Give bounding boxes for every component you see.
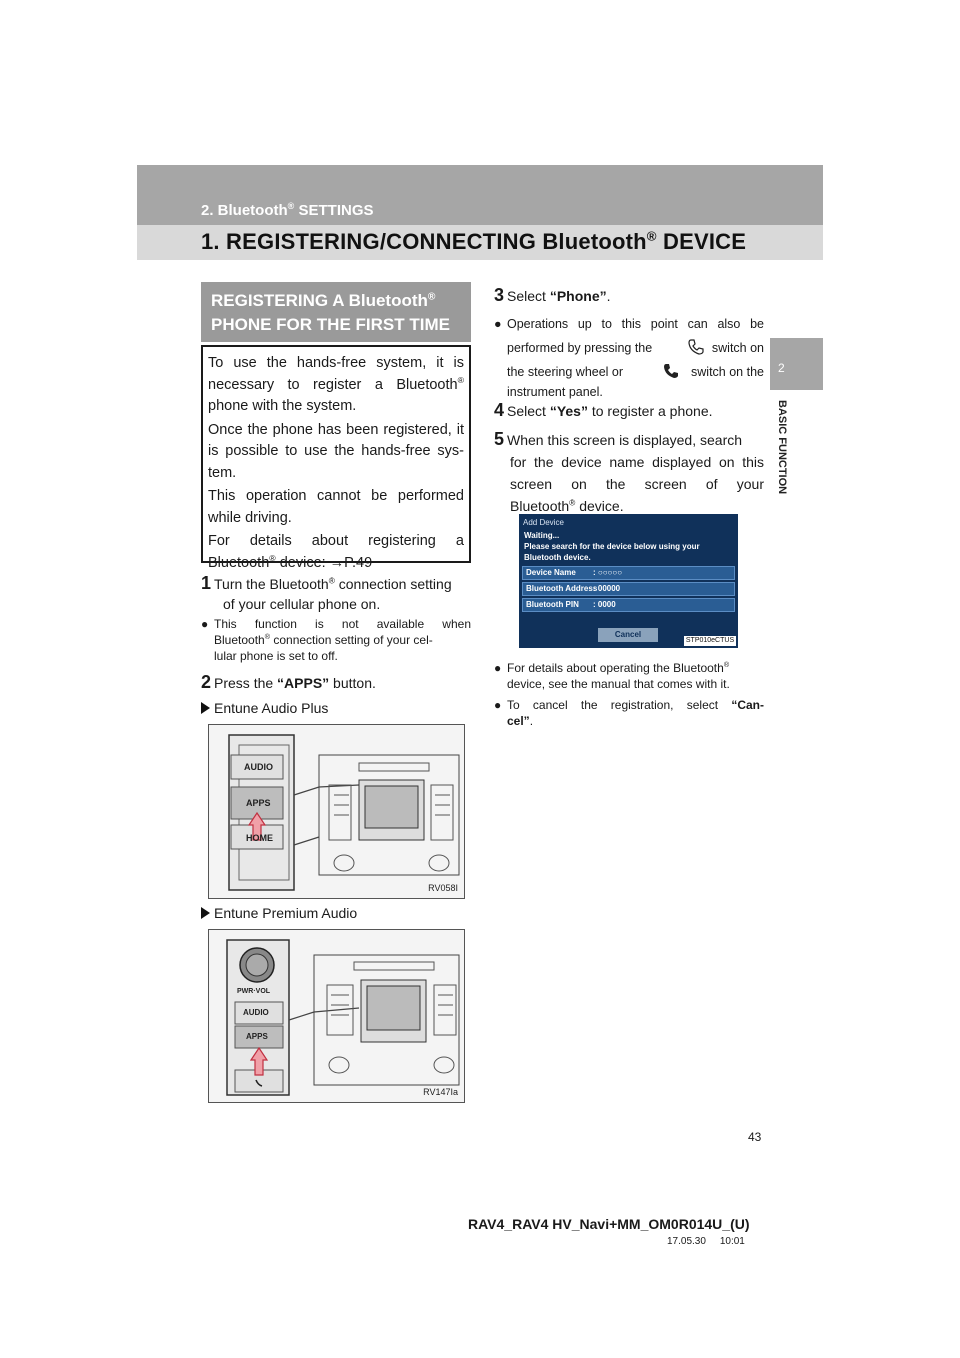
phone-switch-icon bbox=[662, 362, 680, 388]
variant-audio-plus: Entune Audio Plus bbox=[201, 700, 328, 716]
figure-1-label-apps: APPS bbox=[246, 798, 271, 808]
step-4: 4 Select “Yes” to register a phone. bbox=[494, 400, 713, 420]
figure-2-code: RV147Ia bbox=[423, 1087, 458, 1097]
screen-message: Waiting... Please search for the device below using your Bluetooth device. bbox=[524, 531, 700, 562]
cancel-registration-note: ● To cancel the registration, select “Can- cel”. bbox=[494, 698, 764, 728]
footer-timestamp: 17.05.30 10:01 bbox=[667, 1236, 745, 1247]
screen-row-device-name: Device Name : ○○○○○ bbox=[522, 566, 735, 580]
variant-premium-audio: Entune Premium Audio bbox=[201, 905, 357, 921]
step-3-note: ● Operations up to this point can also be performed by pressing the switch on the steering wheel or switch on the instrument panel. bbox=[494, 317, 764, 399]
screen-row-bluetooth-pin: Bluetooth PIN : 0000 bbox=[522, 598, 735, 612]
screen-cancel-button[interactable]: Cancel bbox=[598, 628, 658, 642]
figure-2-label-pwr: PWR·VOL bbox=[237, 988, 271, 995]
bluetooth-manual-note: ● For details about operating the Bluetooth® device, see the manual that comes with it. bbox=[494, 660, 730, 691]
figure-2-label-audio: AUDIO bbox=[243, 1008, 269, 1017]
step-1-note: ● This function is not available when Bluetooth® connection setting of your cel- lular phone is set to off. bbox=[201, 617, 471, 663]
step-3: 3 Select “Phone”. bbox=[494, 285, 611, 305]
chapter-tab-number: 2 bbox=[778, 361, 785, 375]
step-2: 2 Press the “APPS” button. bbox=[201, 672, 376, 692]
chapter-title: 1. REGISTERING/CONNECTING Bluetooth® DEVICE bbox=[201, 228, 747, 254]
chapter-side-label: BASIC FUNCTION bbox=[776, 400, 788, 495]
figure-audio-plus bbox=[208, 724, 465, 899]
audio-plus-panel-illustration bbox=[209, 725, 465, 899]
screen-title: Add Device bbox=[523, 518, 564, 527]
step-1: 1 Turn the Bluetooth® connection setting of your cellular phone on. bbox=[201, 573, 452, 612]
figure-1-label-audio: AUDIO bbox=[244, 762, 273, 772]
figure-1-label-home: HOME bbox=[246, 833, 273, 843]
figure-premium-audio bbox=[208, 929, 465, 1103]
step-5: 5 When this screen is displayed, search for the device name displayed on this screen on the screen of your Bluetooth® device. bbox=[494, 429, 764, 514]
footer-document-id: RAV4_RAV4 HV_Navi+MM_OM0R014U_(U) bbox=[468, 1216, 750, 1232]
info-box-heading: REGISTERING A Bluetooth® PHONE FOR THE FIRST TIME bbox=[201, 282, 471, 342]
screen-row-bluetooth-address: Bluetooth Address : 00000 bbox=[522, 582, 735, 596]
page-number: 43 bbox=[748, 1130, 762, 1144]
screen-figure-code: STP010eCTUS bbox=[685, 637, 735, 644]
add-device-screen bbox=[519, 514, 738, 648]
figure-1-code: RV058I bbox=[428, 883, 458, 893]
figure-2-label-apps: APPS bbox=[246, 1032, 268, 1041]
section-title: 2. Bluetooth® SETTINGS bbox=[201, 201, 374, 219]
info-box-body: To use the hands-free system, it is necessary to register a Bluetooth® phone with the system. Once the phone has been registered, it is possible to use the hands-free sys- tem. This operation cannot be performed while driving. For details about registering a Bluetooth® device: →P.49 bbox=[201, 345, 471, 563]
